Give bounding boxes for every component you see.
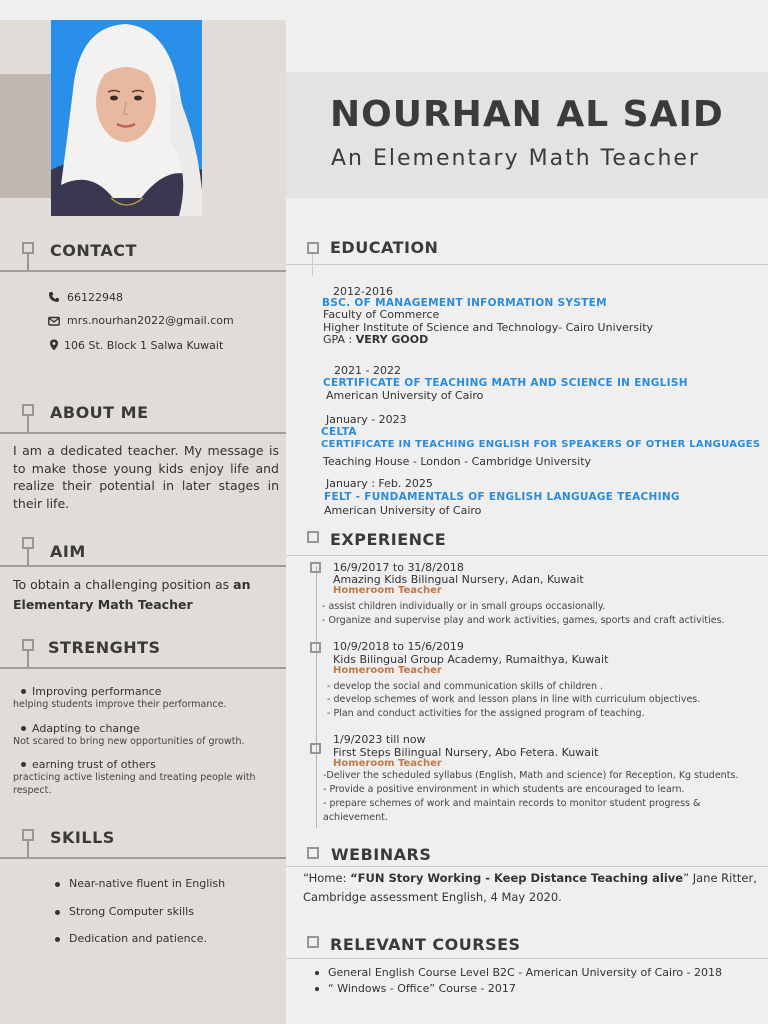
edu-line: Teaching House - London - Cambridge University bbox=[323, 455, 592, 468]
job-place: Kids Bilingual Group Academy, Rumaithya, Kuwait bbox=[333, 653, 609, 666]
experience-section-marker bbox=[307, 531, 319, 543]
strengths-heading: STRENGHTS bbox=[48, 638, 161, 657]
profile-photo bbox=[51, 20, 202, 216]
webinar-suffix: ” Jane Ritter, bbox=[683, 871, 757, 885]
webinars-section-marker bbox=[307, 847, 319, 859]
course-item: “ Windows - Office” Course - 2017 bbox=[328, 982, 516, 995]
education-heading: EDUCATION bbox=[330, 238, 439, 257]
job-role: Homeroom Teacher bbox=[333, 665, 442, 676]
edu-gpa bbox=[323, 333, 428, 346]
skills-marker-stem bbox=[27, 841, 29, 857]
job-marker bbox=[310, 743, 321, 754]
job-duty: achievement. bbox=[323, 812, 388, 823]
contact-marker-stem bbox=[27, 254, 29, 270]
courses-section-marker bbox=[307, 936, 319, 948]
skill-item: Near-native fluent in English bbox=[69, 877, 226, 890]
bullet-dot bbox=[55, 910, 60, 915]
edu-line: Higher Institute of Science and Technology- Cairo University bbox=[323, 321, 654, 334]
edu-degree: CELTA bbox=[321, 426, 357, 438]
edu-degree: BSC. OF MANAGEMENT INFORMATION SYSTEM bbox=[322, 297, 607, 309]
education-timeline bbox=[312, 254, 313, 276]
about-divider bbox=[0, 432, 286, 434]
edu-line: American University of Cairo bbox=[324, 504, 482, 517]
contact-heading: CONTACT bbox=[50, 241, 137, 260]
contact-email: mrs.nourhan2022@gmail.com bbox=[67, 314, 234, 327]
aim-text-bold-2: Elementary Math Teacher bbox=[13, 597, 193, 612]
about-marker-stem bbox=[27, 416, 29, 432]
edu-date: January : Feb. 2025 bbox=[326, 477, 433, 490]
education-divider bbox=[286, 264, 768, 265]
experience-divider bbox=[286, 555, 768, 556]
job-duty: -Deliver the scheduled syllabus (English, Math and science) for Reception, Kg students. bbox=[323, 770, 739, 781]
strength-desc: respect. bbox=[13, 785, 52, 796]
webinars-divider bbox=[286, 866, 768, 867]
bullet-dot bbox=[21, 726, 26, 731]
bullet-dot bbox=[315, 971, 319, 975]
course-item: General English Course Level B2C - American University of Cairo - 2018 bbox=[328, 966, 723, 979]
aim-text bbox=[13, 575, 281, 615]
envelope-icon bbox=[48, 315, 60, 327]
job-marker bbox=[310, 562, 321, 573]
strengths-section-marker bbox=[22, 639, 34, 651]
job-role: Homeroom Teacher bbox=[333, 758, 442, 769]
courses-divider bbox=[286, 958, 768, 959]
job-duty: - develop the social and communication skills of children . bbox=[327, 681, 604, 692]
left-accent-block bbox=[0, 74, 52, 198]
contact-address: 106 St. Block 1 Salwa Kuwait bbox=[64, 339, 224, 352]
job-date: 1/9/2023 till now bbox=[333, 733, 426, 746]
skills-section-marker bbox=[22, 829, 34, 841]
aim-text-bold-1: an bbox=[233, 577, 251, 592]
edu-date: 2012-2016 bbox=[333, 285, 393, 298]
job-duty: - develop schemes of work and lesson plans in line with curriculum objectives. bbox=[327, 694, 701, 705]
job-place: Amazing Kids Bilingual Nursery, Adan, Kuwait bbox=[333, 573, 584, 586]
about-heading: ABOUT ME bbox=[50, 403, 149, 422]
job-duty: - prepare schemes of work and maintain records to monitor student progress & bbox=[323, 798, 701, 809]
skill-item: Dedication and patience. bbox=[69, 932, 207, 945]
strengths-divider bbox=[0, 667, 286, 669]
contact-divider bbox=[0, 270, 286, 272]
edu-date: 2021 - 2022 bbox=[334, 364, 401, 377]
job-duty: - Organize and supervise play and work activities, games, sports and craft activities. bbox=[322, 615, 725, 626]
about-section-marker bbox=[22, 404, 34, 416]
experience-heading: EXPERIENCE bbox=[330, 530, 447, 549]
experience-timeline bbox=[316, 566, 317, 828]
webinar-title: “FUN Story Working - Keep Distance Teaching alive bbox=[350, 871, 684, 885]
webinars-heading: WEBINARS bbox=[331, 845, 432, 864]
about-text: I am a dedicated teacher. My message is to make those young kids enjoy life and realize their potential in later stages in their life. bbox=[13, 443, 279, 511]
edu-degree: CERTIFICATE OF TEACHING MATH AND SCIENCE IN ENGLISH bbox=[323, 377, 688, 389]
strength-desc: practicing active listening and treating people with bbox=[13, 772, 256, 783]
aim-section-marker bbox=[22, 537, 34, 549]
strength-desc: Not scared to bring new opportunities of growth. bbox=[13, 736, 245, 747]
edu-line: American University of Cairo bbox=[326, 389, 484, 402]
job-date: 10/9/2018 to 15/6/2019 bbox=[333, 640, 464, 653]
job-marker bbox=[310, 642, 321, 653]
bullet-dot bbox=[21, 689, 26, 694]
job-duty: - Plan and conduct activities for the assigned program of teaching. bbox=[327, 708, 645, 719]
job-role: Homeroom Teacher bbox=[333, 585, 442, 596]
job-duty: - Provide a positive environment in which students are encouraged to learn. bbox=[323, 784, 685, 795]
strengths-marker-stem bbox=[27, 651, 29, 667]
edu-date: January - 2023 bbox=[326, 413, 407, 426]
webinar-line-2: Cambridge assessment English, 4 May 2020. bbox=[303, 890, 562, 904]
job-place: First Steps Bilingual Nursery, Abo Fetera. Kuwait bbox=[333, 746, 599, 759]
aim-marker-stem bbox=[27, 549, 29, 565]
education-section-marker bbox=[307, 242, 319, 254]
edu-gpa-value: VERY GOOD bbox=[355, 333, 429, 346]
bullet-dot bbox=[315, 987, 319, 991]
header-band bbox=[286, 72, 768, 198]
skill-item: Strong Computer skills bbox=[69, 905, 194, 918]
webinar-prefix: “Home: bbox=[303, 871, 351, 885]
candidate-name: NOURHAN AL SAID bbox=[330, 94, 724, 135]
aim-divider bbox=[0, 565, 286, 567]
aim-text-prefix: To obtain a challenging position as bbox=[13, 577, 234, 592]
skills-heading: SKILLS bbox=[50, 828, 115, 847]
map-pin-icon bbox=[48, 339, 60, 351]
bullet-dot bbox=[21, 762, 26, 767]
strength-title: Improving performance bbox=[32, 685, 162, 698]
job-duty: - assist children individually or in small groups occasionally. bbox=[322, 601, 606, 612]
phone-icon bbox=[48, 291, 60, 303]
contact-section-marker bbox=[22, 242, 34, 254]
edu-degree: FELT - FUNDAMENTALS OF ENGLISH LANGUAGE TEACHING bbox=[324, 491, 680, 503]
courses-heading: RELEVANT COURSES bbox=[330, 935, 521, 954]
contact-phone: 66122948 bbox=[67, 291, 123, 304]
edu-degree: CERTIFICATE IN TEACHING ENGLISH FOR SPEAKERS OF OTHER LANGUAGES bbox=[321, 439, 761, 450]
bullet-dot bbox=[55, 937, 60, 942]
strength-title: earning trust of others bbox=[32, 758, 156, 771]
candidate-title: An Elementary Math Teacher bbox=[331, 146, 700, 171]
skills-divider bbox=[0, 857, 286, 859]
strength-desc: helping students improve their performance. bbox=[13, 699, 227, 710]
edu-gpa-label: GPA : bbox=[323, 333, 356, 346]
webinar-line-1 bbox=[303, 871, 757, 885]
strength-title: Adapting to change bbox=[32, 722, 140, 735]
aim-heading: AIM bbox=[50, 542, 86, 561]
job-date: 16/9/2017 to 31/8/2018 bbox=[333, 561, 464, 574]
bullet-dot bbox=[55, 882, 60, 887]
edu-line: Faculty of Commerce bbox=[323, 308, 440, 321]
